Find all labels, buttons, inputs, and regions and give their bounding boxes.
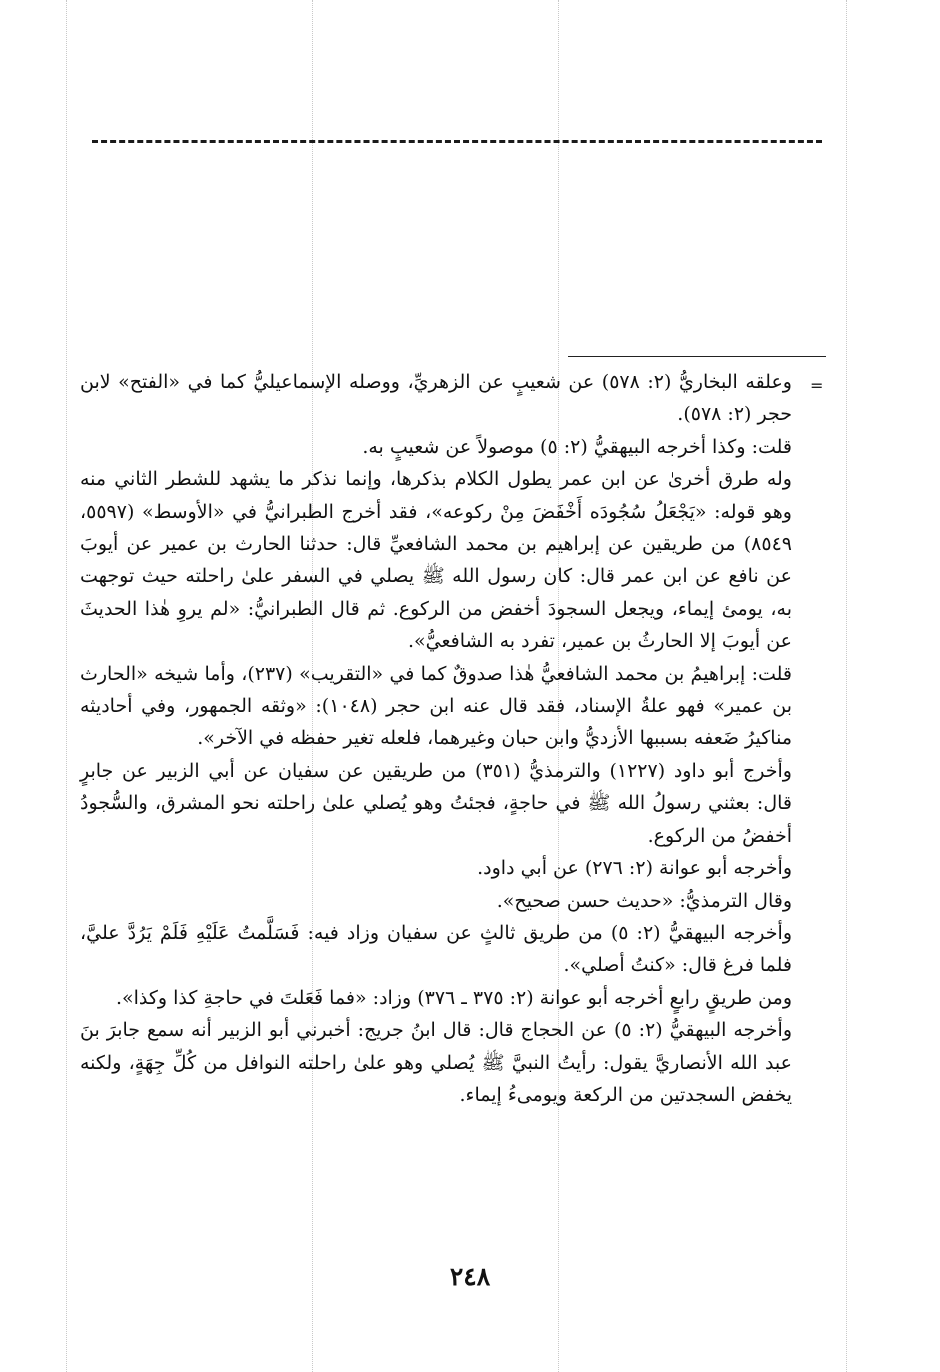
- footnote-separator: [568, 356, 826, 357]
- paragraph: قلت: وكذا أخرجه البيهقيُّ (٢: ٥) موصولاً عن شعيبٍ به.: [362, 435, 792, 458]
- paragraph: وله طرق أخرىٰ عن ابن عمر يطول الكلام بذكرها، وإنما نذكر ما يشهد للشطر الثاني منه وهو قوله: «يَجْعَلُ سُجُودَه أَخْفَضَ مِنْ ركوعه»، فقد أخرج الطبرانيُّ في «الأوسط» (٥٥٩٧، ٨٥٤٩) من طريقين عن إبراهيم بن محمد الشافعيِّ قال: حدثنا الحارث بن عمير عن أيوبَ عن نافع عن ابن عمر قال: كان رسول الله ﷺ يصلي في السفر علىٰ راحلته حيث توجهت به، يومئ إيماء، ويجعل السجودَ أخفض من الركوع. ثم قال الطبرانيُّ: «لم يروِ هٰذا الحديثَ عن أيوبَ إلا الحارثُ بن عمير، تفرد به الشافعيُّ».: [80, 468, 792, 653]
- footnote-text-block: [80, 366, 792, 1111]
- paragraph: وعلقه البخاريُّ (٢: ٥٧٨) عن شعيبٍ عن الزهريِّ، ووصله الإسماعيليُّ كما في «الفتح» لابن حجر (٢: ٥٧٨).: [80, 371, 792, 426]
- paragraph: وأخرجه أبو عوانة (٢: ٢٧٦) عن أبي داود.: [477, 857, 792, 880]
- margin-guide-line: [66, 0, 67, 1372]
- paragraph: وأخرج أبو داود (١٢٢٧) والترمذيُّ (٣٥١) من طريقين عن سفيان عن أبي الزبير عن جابرٍ قال: بعثني رسولُ الله ﷺ في حاجةٍ، فجئتُ وهو يُصلي علىٰ راحلته نحو المشرق، والسُّجودُ أخفضُ من الركوع.: [80, 759, 792, 847]
- paragraph: قلت: إبراهيمُ بن محمد الشافعيُّ هٰذا صدوقٌ كما في «التقريب» (٢٣٧)، وأما شيخه «الحارث بن عمير» فهو علةُ الإسناد، فقد قال عنه ابن حجر (١٠٤٨): «وثقه الجمهور، وفي أحاديثه مناكيرُ ضَعفه بسببها الأزديُّ وابن حبان وغيرهما، فلعله تغير حفظه في الآخر».: [80, 662, 793, 750]
- paragraph: ومن طريقٍ رابعٍ أخرجه أبو عوانة (٢: ٣٧٥ ـ ٣٧٦) وزاد: «فما فَعَلتَ في حاجةِ كذا وكذا».: [115, 986, 792, 1009]
- paragraph: وقال الترمذيُّ: «حديث حسن صحيح».: [496, 889, 792, 912]
- paragraph: وأخرجه البيهقيُّ (٢: ٥) من طريق ثالثٍ عن سفيان وزاد فيه: فَسَلَّمتُ عَلَيْهِ فَلَمْ يَرُدَّ عليَّ، فلما فرغ قال: «كنتُ أصلي».: [80, 921, 792, 977]
- margin-guide-line: [846, 0, 847, 1372]
- paragraph: وأخرجه البيهقيُّ (٢: ٥) عن الحجاج قال: قال ابنُ جريج: أخبرني أبو الزبير أنه سمع جابرَ بنَ عبد الله الأنصاريَّ يقول: رأيتُ النبيَّ ﷺ يُصلي وهو علىٰ راحلته النوافل من كُلِّ جِهَةٍ، ولكنه يخفض السجدتين من الركعة ويومىءُ إيماء.: [80, 1019, 792, 1106]
- dashed-separator: [92, 140, 822, 143]
- continuation-mark: =: [810, 376, 824, 395]
- page-number: ٢٤٨: [449, 1262, 491, 1291]
